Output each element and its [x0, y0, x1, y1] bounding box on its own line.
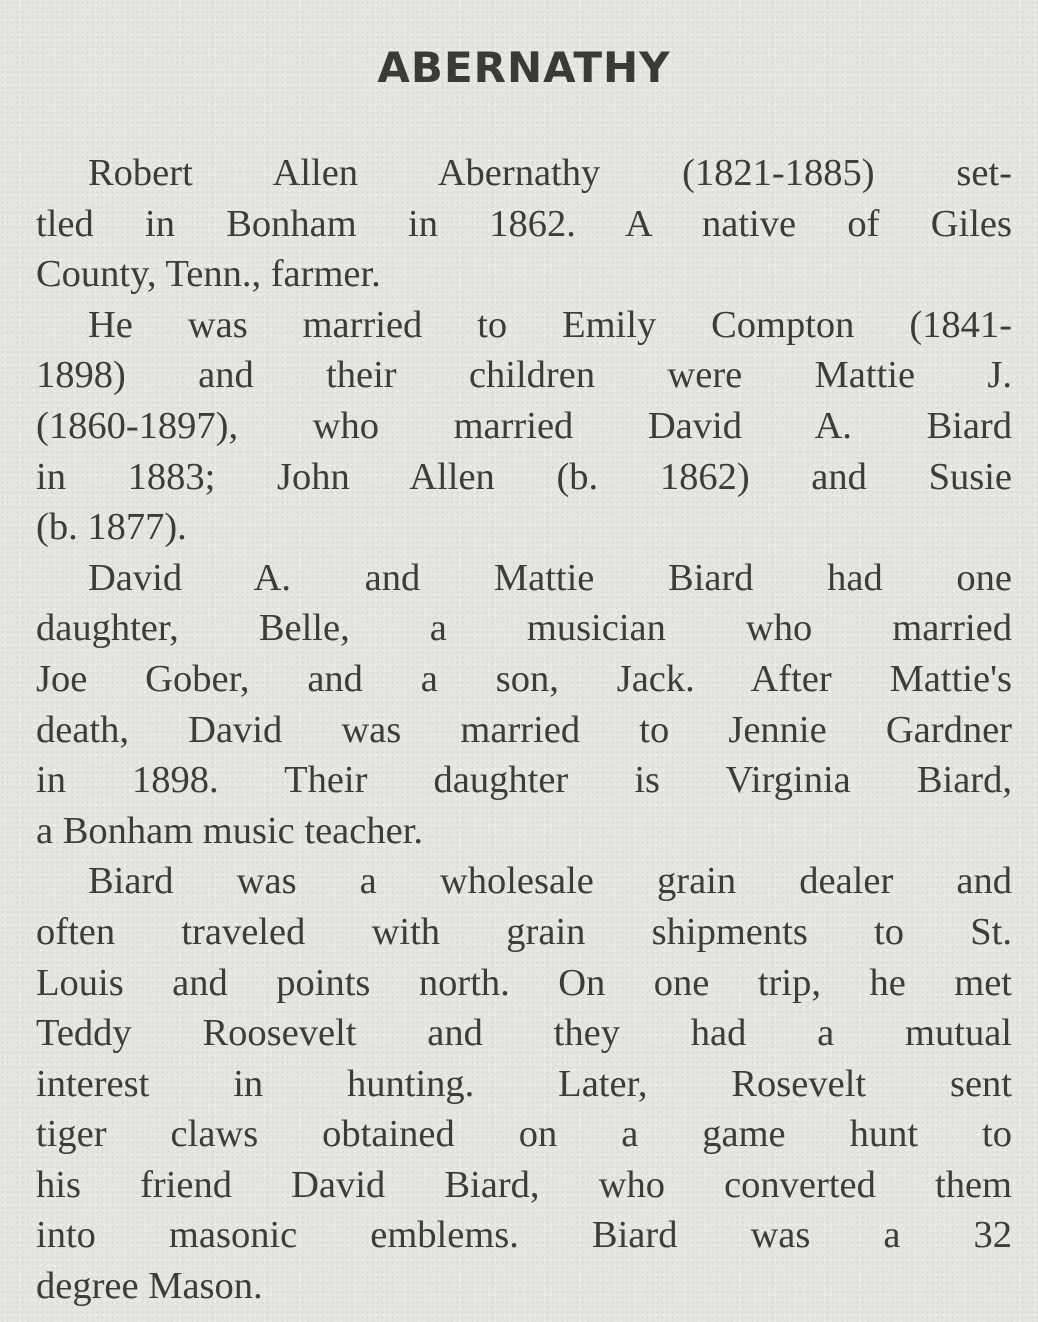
paragraph-grain-dealer: [36, 856, 1012, 1311]
text-line: Teddy Roosevelt and they had a mutual: [36, 1012, 1012, 1055]
text-line: County, Tenn., farmer.: [36, 253, 381, 296]
text-line: daughter, Belle, a musician who married: [36, 607, 1012, 650]
text-line: tled in Bonham in 1862. A native of Giles: [36, 202, 1012, 245]
text-line: Biard was a wholesale grain dealer and: [88, 860, 1012, 903]
article-title: ABERNATHY: [377, 43, 671, 92]
text-line: degree Mason.: [36, 1265, 263, 1308]
text-line: his friend David Biard, who converted them: [36, 1163, 1012, 1206]
text-line: interest in hunting. Later, Rosevelt sent: [36, 1062, 1012, 1105]
text-line: death, David was married to Jennie Gardner: [36, 708, 1012, 751]
text-line: David A. and Mattie Biard had one: [88, 556, 1012, 599]
paragraph-biard-family: [36, 553, 1012, 857]
text-line: He was married to Emily Compton (1841-: [88, 303, 1012, 346]
text-line: (1860-1897), who married David A. Biard: [36, 404, 1012, 447]
text-line: into masonic emblems. Biard was a 32: [36, 1214, 1012, 1257]
text-line: Robert Allen Abernathy (1821-1885) set-: [88, 152, 1012, 194]
text-line: Joe Gober, and a son, Jack. After Mattie's: [36, 657, 1012, 700]
text-line: tiger claws obtained on a game hunt to: [36, 1113, 1012, 1156]
text-line: in 1883; John Allen (b. 1862) and Susie: [36, 455, 1012, 498]
text-line: a Bonham music teacher.: [36, 809, 424, 852]
text-line: 1898) and their children were Mattie J.: [36, 354, 1012, 397]
paragraph-settlement: [36, 148, 1012, 300]
text-line: Louis and points north. On one trip, he met: [36, 961, 1012, 1004]
text-line: (b. 1877).: [36, 506, 187, 549]
paragraph-marriage: [36, 300, 1012, 553]
text-line: in 1898. Their daughter is Virginia Biard,: [36, 759, 1012, 802]
text-line: often traveled with grain shipments to St.: [36, 910, 1012, 953]
